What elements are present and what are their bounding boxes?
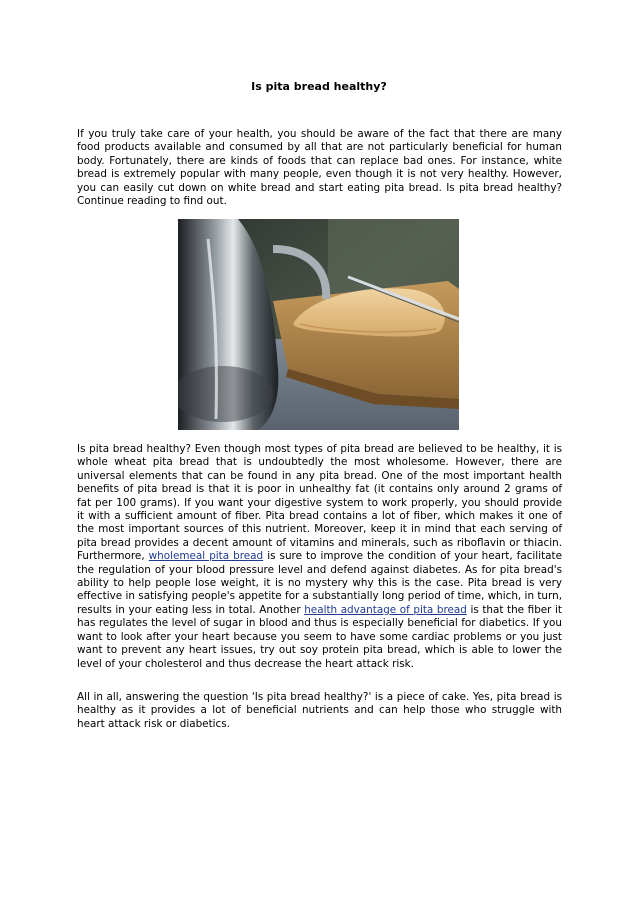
intro-paragraph: If you truly take care of your health, you should be aware of the fact that there are many food products available and consumed by all that are not particularly beneficial for human body. Fortunately, there are kinds of foods that can replace bad ones. For instance, white bread is extremely popular with many people, even though it is not very healthy. However, you can easily cut down on white bread and start eating pita bread. Is pita bread healthy? Continue reading to find out. [77, 128, 562, 208]
pita-bread-photo [178, 219, 459, 430]
health-advantage-link[interactable]: health advantage of pita bread [304, 603, 467, 616]
wholemeal-pita-bread-link[interactable]: wholemeal pita bread [148, 550, 264, 563]
body-text-part-2: is sure to improve the condition of your heart, facilitate the regulation of your blood pressure level and defend against diabetes. As for pita bread's ability to help people lose weight, it is no mystery why this is the case. Pita bread is very effective in satisfying people's appetite for a substantially long period of time, which, in turn, results in your eating less in total. Another [77, 550, 562, 616]
body-paragraph [77, 443, 562, 671]
body-text-part-3: is that the fiber it has regulates the level of sugar in blood and thus is especially beneficial for diabetics. If you want to look after your heart because you seem to have some cardiac problems or you just want to prevent any heart issues, try out soy protein pita bread, which is able to lower the level of your cholesterol and thus decrease the heart attack risk. [77, 603, 562, 670]
conclusion-paragraph: All in all, answering the question 'Is pita bread healthy?' is a piece of cake. Yes, pita bread is healthy as it provides a lot of beneficial nutrients and can help those who struggle with heart attack risk or diabetics. [77, 691, 562, 730]
page-title: Is pita bread healthy? [251, 80, 387, 93]
body-text-part-1: Is pita bread healthy? Even though most types of pita bread are believed to be healthy, it is whole wheat pita bread that is undoubtedly the most wholesome. However, there are universal elements that can be found in any pita bread. One of the most important health benefits of pita bread is that it is poor in unhealthy fat (it contains only around 2 grams of fat per 100 grams). If you want your digestive system to work properly, you should provide it with a sufficient amount of fiber. Pita bread contains a lot of fiber, which makes it one of the most important sources of this nutrient. Moreover, keep it in mind that each serving of pita bread provides a decent amount of vitamins and minerals, such as riboflavin or thiacin. Furthermore, [77, 443, 562, 563]
